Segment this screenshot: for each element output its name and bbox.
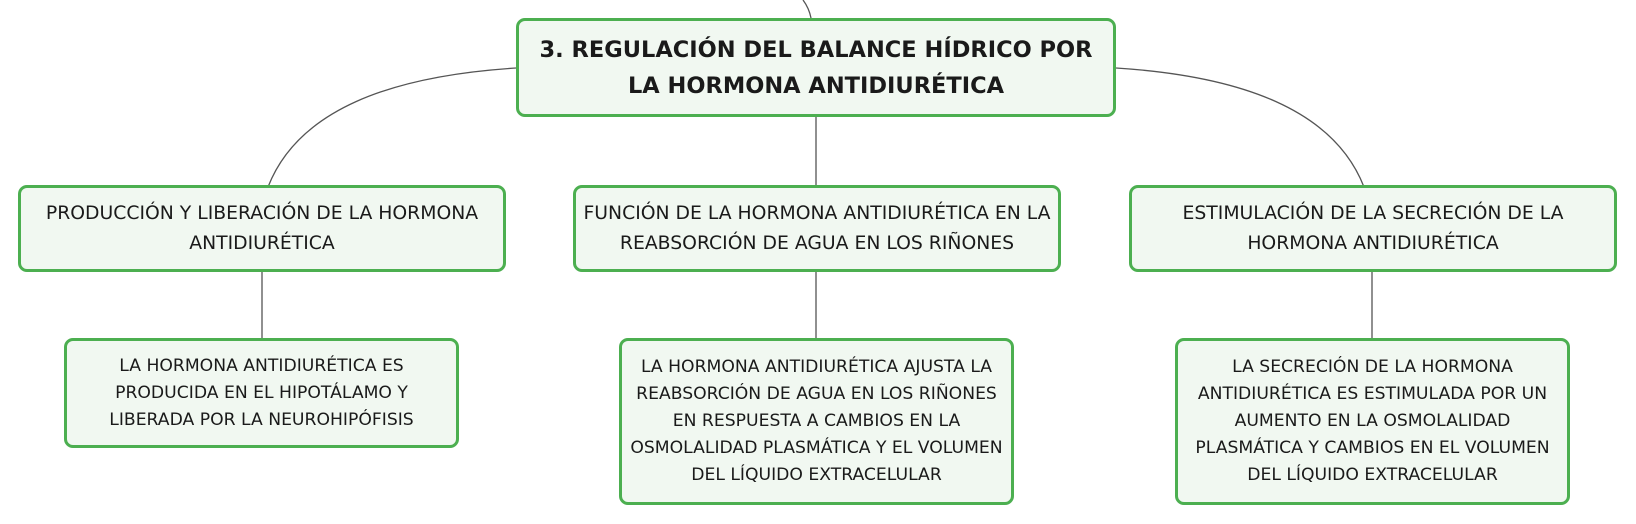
subtopic-stimulation-label: ESTIMULACIÓN DE LA SECRECIÓN DE LA HORMONA ANTIDIURÉTICA [1182, 202, 1564, 254]
root-topic-node[interactable] [516, 18, 1116, 117]
subtopic-production-node[interactable] [18, 185, 506, 272]
subtopic-function-label: FUNCIÓN DE LA HORMONA ANTIDIURÉTICA EN LA REABSORCIÓN DE AGUA EN LOS RIÑONES [583, 202, 1051, 254]
connector-incoming [803, 0, 811, 18]
detail-stimulation-text: LA SECRECIÓN DE LA HORMONA ANTIDIURÉTICA ES ESTIMULADA POR UN AUMENTO EN LA OSMOLALIDAD PLASMÁTICA Y CAMBIOS EN EL VOLUMEN DEL LÍQUIDO EXTRACELULAR [1195, 357, 1550, 485]
subtopic-function-node[interactable] [573, 185, 1061, 272]
connector-root-to-left [268, 68, 516, 187]
detail-production-text: LA HORMONA ANTIDIURÉTICA ES PRODUCIDA EN EL HIPOTÁLAMO Y LIBERADA POR LA NEUROHIPÓFISIS [109, 355, 414, 430]
root-topic-label: 3. REGULACIÓN DEL BALANCE HÍDRICO POR LA HORMONA ANTIDIURÉTICA [539, 36, 1093, 99]
detail-stimulation-node[interactable] [1175, 338, 1570, 505]
detail-function-text: LA HORMONA ANTIDIURÉTICA AJUSTA LA REABSORCIÓN DE AGUA EN LOS RIÑONES EN RESPUESTA A CAMBIOS EN LA OSMOLALIDAD PLASMÁTICA Y EL VOLUMEN DEL LÍQUIDO EXTRACELULAR [630, 357, 1003, 485]
subtopic-production-label: PRODUCCIÓN Y LIBERACIÓN DE LA HORMONA ANTIDIURÉTICA [45, 202, 479, 254]
connector-root-to-right [1116, 68, 1364, 187]
detail-function-node[interactable] [619, 338, 1014, 505]
detail-production-node[interactable] [64, 338, 459, 448]
subtopic-stimulation-node[interactable] [1129, 185, 1617, 272]
